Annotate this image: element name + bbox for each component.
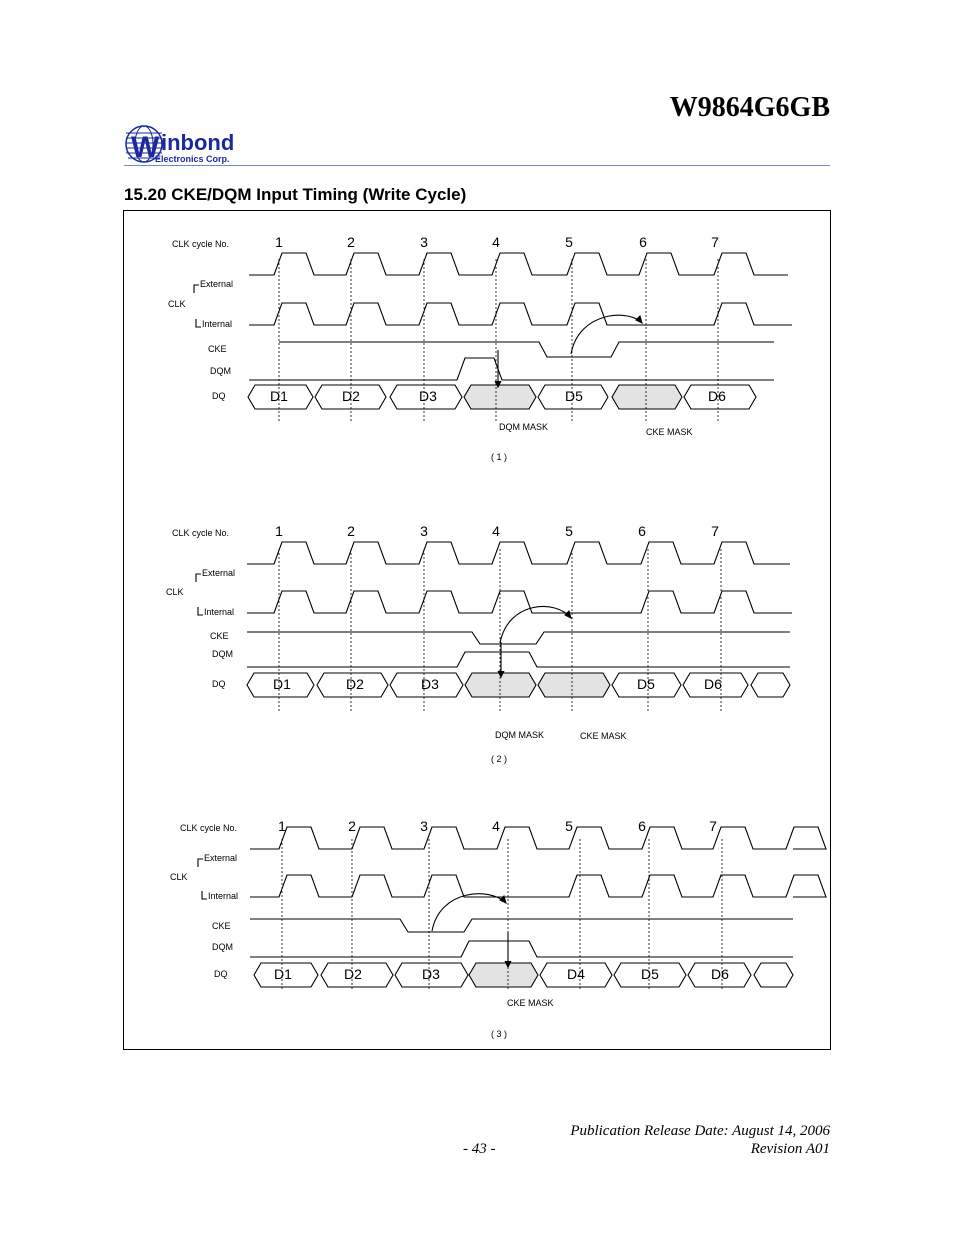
svg-text:W: W	[131, 131, 160, 164]
mask-annotation: CKE MASK	[580, 731, 627, 741]
internal-label: Internal	[204, 607, 235, 617]
clk-cycle-number: 3	[420, 523, 428, 539]
clk-cycle-number: 2	[348, 818, 356, 834]
dq-data-label: D6	[711, 966, 729, 982]
dqm-label: DQM	[210, 366, 231, 376]
dq-data-label: D2	[346, 676, 364, 692]
dq-data-label: D1	[270, 388, 288, 404]
dq-data-label: D5	[565, 388, 583, 404]
dqm-label: DQM	[212, 649, 233, 659]
clk-cycle-number: 5	[565, 818, 573, 834]
clk-cycle-number: 3	[420, 818, 428, 834]
dq-label: DQ	[214, 969, 228, 979]
dq-label: DQ	[212, 391, 226, 401]
cke-label: CKE	[210, 631, 229, 641]
mask-annotation: DQM MASK	[495, 730, 545, 740]
dq-data-label: D3	[419, 388, 437, 404]
dq-masked-slot	[538, 673, 610, 697]
dq-data-slot	[751, 673, 790, 697]
clk-bracket-bottom	[198, 607, 203, 615]
dq-masked-slot	[464, 385, 536, 409]
cke-waveform	[247, 632, 790, 644]
page-number: - 43 -	[463, 1141, 496, 1157]
cke-waveform	[279, 342, 774, 357]
dq-masked-slot	[469, 963, 538, 987]
dq-masked-slot	[612, 385, 682, 409]
clk-cycle-number: 4	[492, 523, 500, 539]
dq-data-label: D5	[641, 966, 659, 982]
clk-cycle-number: 1	[278, 818, 286, 834]
clk-cycle-number: 4	[492, 234, 500, 250]
cke-waveform	[250, 919, 793, 932]
internal-clk-waveform	[250, 875, 826, 897]
clk-cycle-number: 1	[275, 234, 283, 250]
mask-annotation: DQM MASK	[499, 422, 549, 432]
mask-annotation: CKE MASK	[507, 998, 554, 1008]
dqm-label: DQM	[212, 942, 233, 952]
clk-cycle-number: 2	[347, 523, 355, 539]
external-clk-waveform	[247, 542, 790, 564]
internal-clk-waveform	[249, 303, 792, 325]
cke-label: CKE	[208, 344, 227, 354]
publication-date: Publication Release Date: August 14, 2006	[570, 1123, 830, 1139]
external-label: External	[200, 279, 234, 289]
external-clk-waveform	[249, 253, 788, 275]
clk-cycle-number: 6	[639, 234, 647, 250]
internal-label: Internal	[202, 319, 233, 329]
clk-bracket-bottom	[202, 891, 207, 899]
clk-bracket-top	[194, 285, 199, 293]
dq-data-slot	[754, 963, 793, 987]
diagram-caption: ( 3 )	[490, 1029, 508, 1039]
cke-effect-arrow	[571, 315, 642, 354]
clk-cycle-number: 7	[709, 818, 717, 834]
external-clk-waveform	[250, 827, 826, 849]
clk-cycle-label: CLK cycle No.	[180, 823, 238, 833]
clk-label: CLK	[166, 587, 184, 597]
section-title: 15.20 CKE/DQM Input Timing (Write Cycle)	[124, 185, 467, 204]
external-label: External	[204, 853, 238, 863]
clk-cycle-number: 1	[275, 523, 283, 539]
internal-label: Internal	[208, 891, 239, 901]
clk-cycle-number: 6	[638, 523, 646, 539]
part-number: W9864G6GB	[669, 92, 830, 123]
internal-clk-waveform	[247, 591, 792, 613]
clk-cycle-number: 7	[711, 234, 719, 250]
dq-data-label: D2	[342, 388, 360, 404]
timing-diagrams	[124, 211, 830, 1049]
clk-cycle-label: CLK cycle No.	[172, 239, 230, 249]
dq-data-label: D6	[708, 388, 726, 404]
diagram-caption: ( 2 )	[490, 754, 508, 764]
cke-effect-arrow-head	[636, 316, 642, 323]
header-rule	[124, 165, 830, 166]
cke-effect-arrow-head	[565, 611, 571, 618]
clk-bracket-top	[196, 574, 201, 582]
mask-annotation: CKE MASK	[646, 427, 693, 437]
dq-data-label: D5	[637, 676, 655, 692]
clk-cycle-number: 5	[565, 234, 573, 250]
clk-cycle-label: CLK cycle No.	[172, 528, 230, 538]
logo-brand: inbond	[161, 130, 235, 155]
winbond-logo	[125, 124, 265, 166]
dq-label: DQ	[212, 679, 226, 689]
clk-bracket-bottom	[196, 319, 201, 327]
clk-label: CLK	[170, 872, 188, 882]
dq-data-label: D3	[421, 676, 439, 692]
diagram-caption: ( 1 )	[490, 452, 508, 462]
dq-data-label: D4	[567, 966, 585, 982]
dq-data-label: D6	[704, 676, 722, 692]
cke-effect-arrow	[500, 606, 571, 643]
revision: Revision A01	[750, 1141, 830, 1157]
clk-cycle-number: 4	[492, 818, 500, 834]
timing-diagram-frame	[123, 210, 831, 1050]
clk-bracket-top	[198, 859, 203, 867]
clk-cycle-number: 3	[420, 234, 428, 250]
dq-data-label: D1	[274, 966, 292, 982]
cke-label: CKE	[212, 921, 231, 931]
clk-cycle-number: 6	[638, 818, 646, 834]
dq-data-label: D2	[344, 966, 362, 982]
clk-cycle-number: 7	[711, 523, 719, 539]
cke-effect-arrow	[432, 894, 506, 931]
clk-cycle-number: 2	[347, 234, 355, 250]
dqm-waveform	[250, 941, 793, 957]
dqm-waveform	[249, 358, 774, 380]
logo-subtitle: Electronics Corp.	[155, 154, 230, 164]
clk-cycle-number: 5	[565, 523, 573, 539]
dq-data-label: D3	[422, 966, 440, 982]
external-label: External	[202, 568, 236, 578]
dq-data-label: D1	[273, 676, 291, 692]
clk-label: CLK	[168, 299, 186, 309]
dqm-waveform	[247, 652, 790, 667]
